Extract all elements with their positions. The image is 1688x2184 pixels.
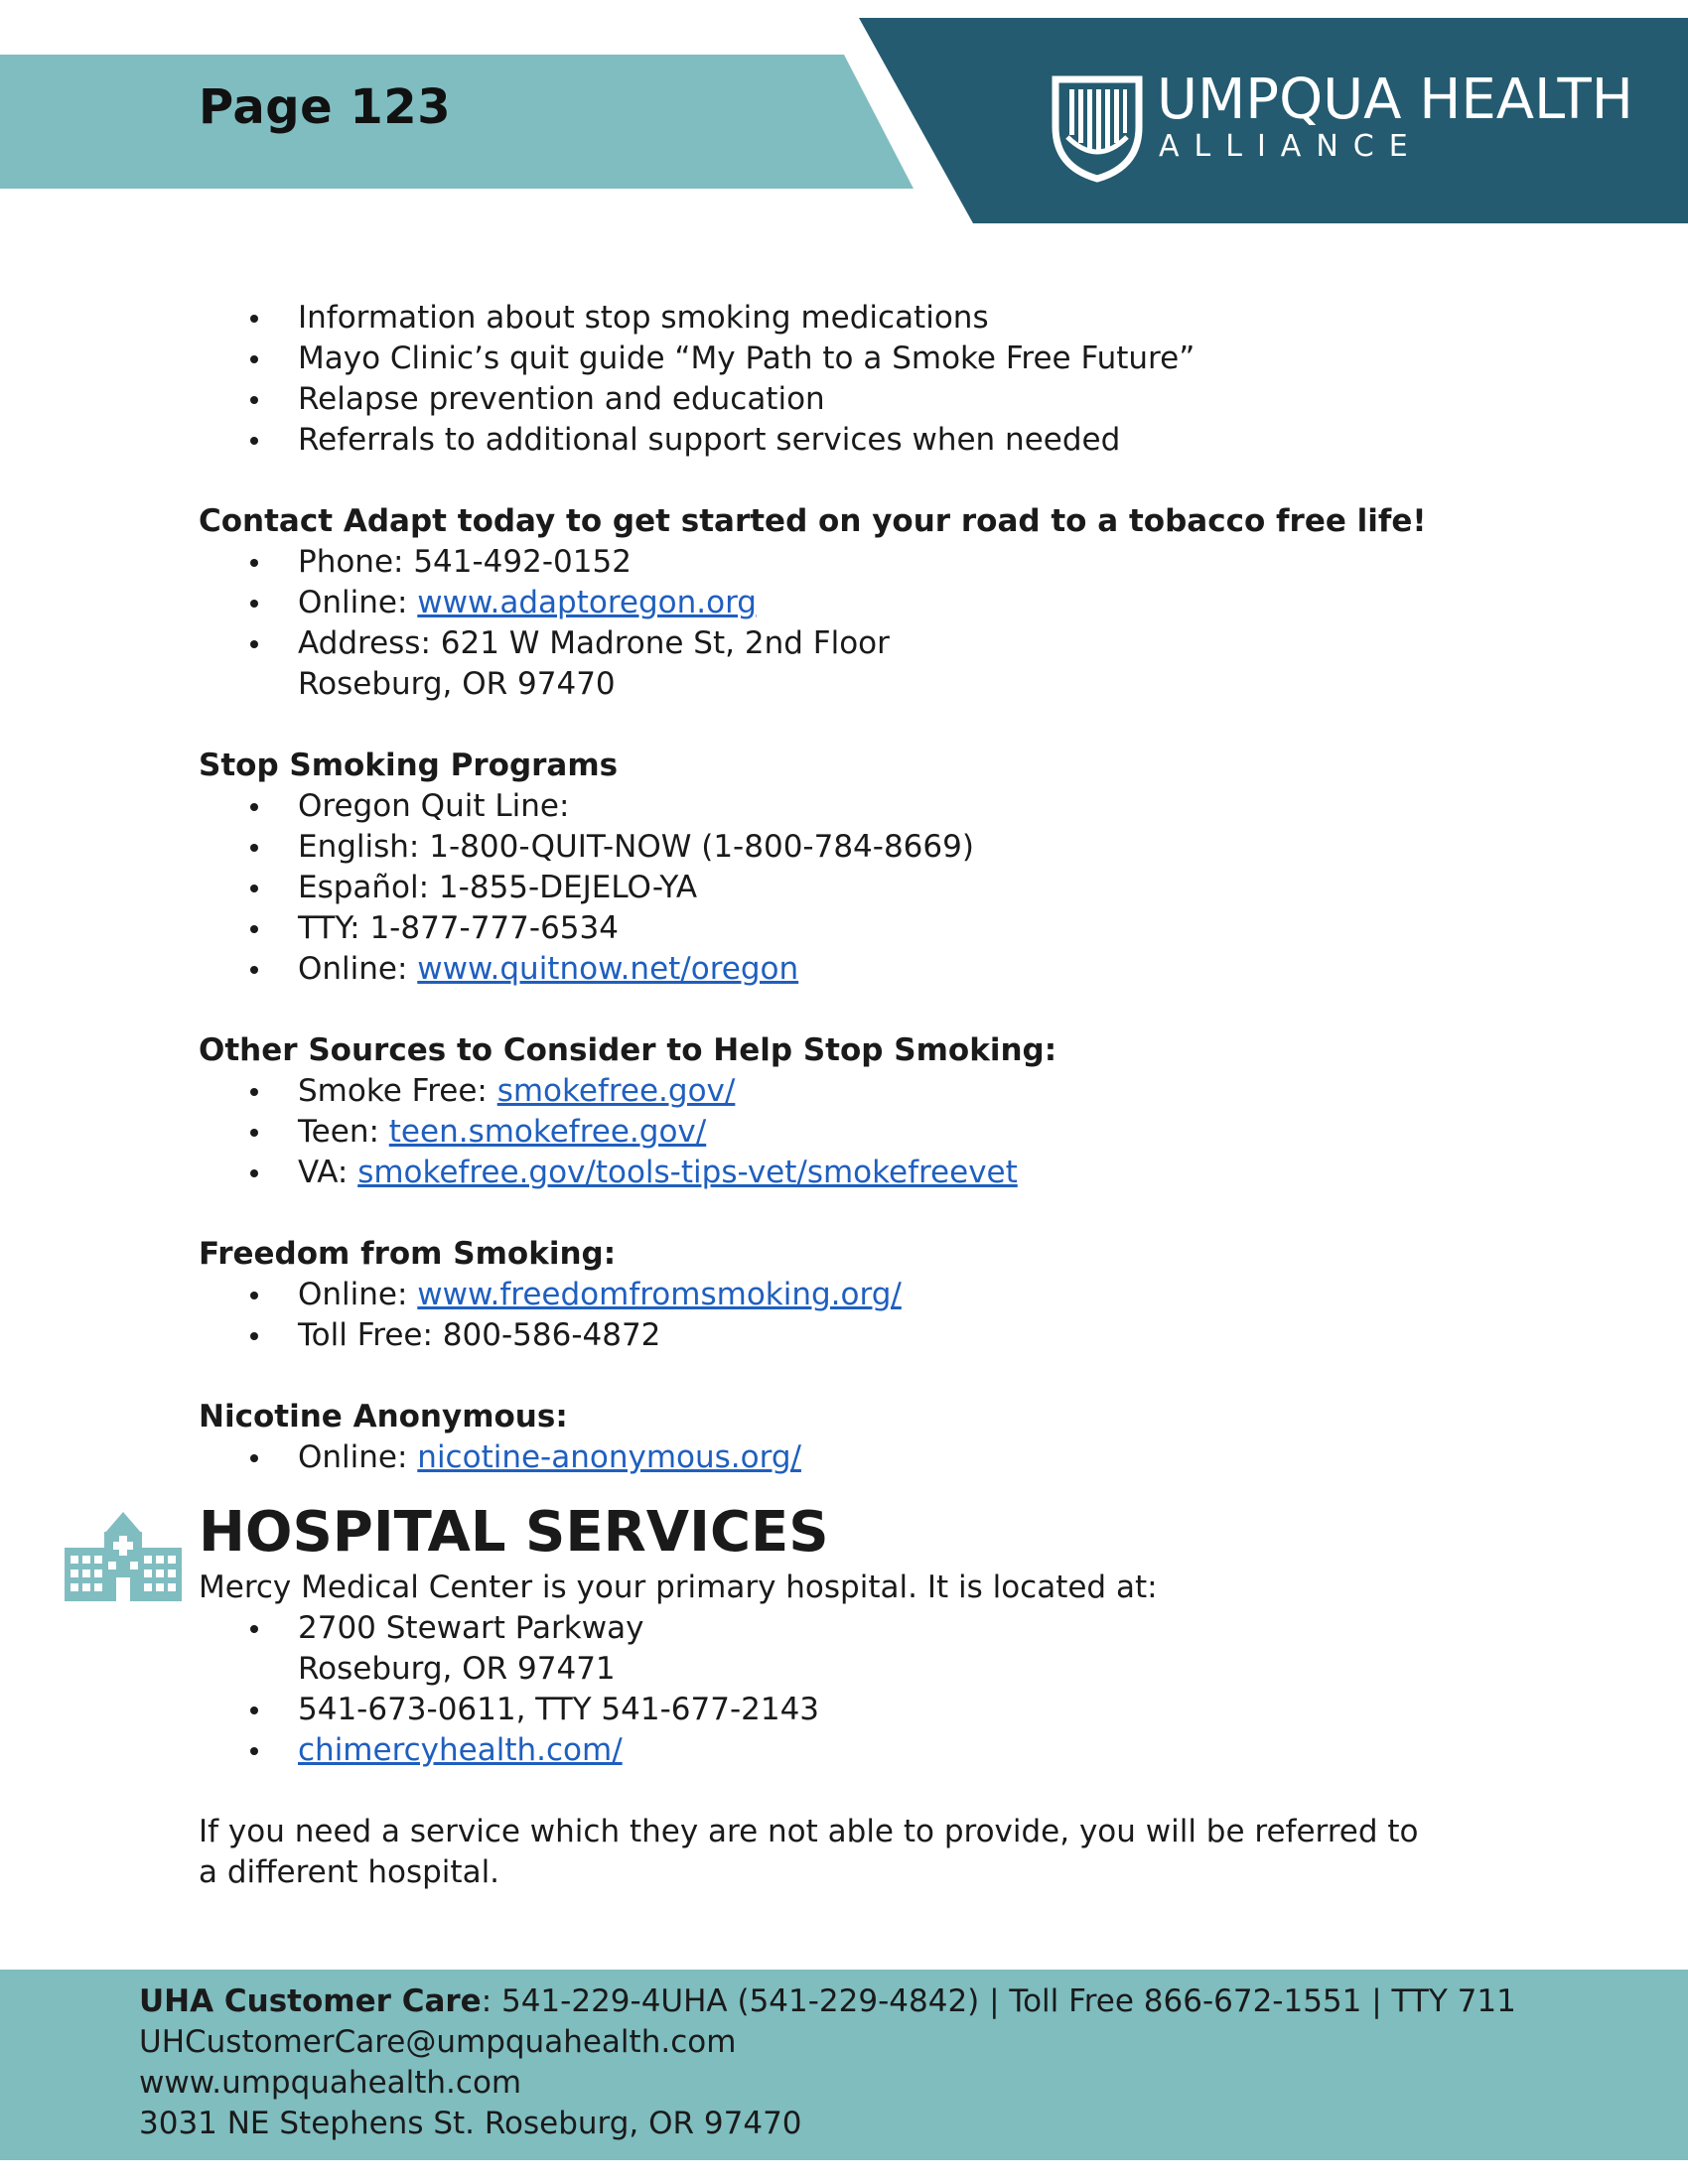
list-item	[199, 1437, 1489, 1478]
list-item: TTY: 1-877-777-6534	[199, 908, 1489, 949]
list-item: Oregon Quit Line:	[199, 786, 1489, 827]
online-label: Online:	[298, 1277, 418, 1312]
online-label: Online:	[298, 951, 418, 987]
va-smokefree-link[interactable]: smokefree.gov/tools-tips-vet/smokefreevet	[357, 1155, 1018, 1190]
hospital-section	[199, 1498, 1489, 1893]
quitnow-link[interactable]: www.quitnow.net/oregon	[417, 951, 799, 987]
other-sources-heading: Other Sources to Consider to Help Stop Smoking:	[199, 1032, 1057, 1068]
smokefree-link[interactable]: smokefree.gov/	[496, 1073, 736, 1109]
contact-address-city: Roseburg, OR 97470	[298, 666, 616, 702]
hospital-referral-line2: a different hospital.	[199, 1854, 500, 1890]
hospital-referral-line1: If you need a service which they are not able to provide, you will be referred to	[199, 1814, 1419, 1849]
logo-subtitle: ALLIANCE	[1159, 129, 1423, 164]
list-item	[199, 1112, 1489, 1153]
footer-care-label: UHA Customer Care	[139, 1983, 482, 2019]
online-label: Online:	[298, 1439, 418, 1475]
hospital-services-title: HOSPITAL SERVICES	[199, 1500, 829, 1565]
list-item	[199, 1071, 1489, 1112]
freedom-link[interactable]: www.freedomfromsmoking.org/	[417, 1277, 902, 1312]
main-content	[199, 298, 1489, 1893]
hospital-intro: Mercy Medical Center is your primary hospital. It is located at:	[199, 1570, 1158, 1605]
contact-list	[199, 542, 1489, 705]
nicotine-anonymous-link[interactable]: nicotine-anonymous.org/	[417, 1439, 801, 1475]
list-item: Referrals to additional support services when needed	[199, 420, 1489, 461]
nicotine-heading: Nicotine Anonymous:	[199, 1399, 568, 1434]
list-item	[199, 1730, 1489, 1771]
header-light-band	[0, 55, 914, 189]
nicotine-list	[199, 1437, 1489, 1478]
footer-email: UHCustomerCare@umpquahealth.com	[139, 2024, 737, 2060]
footer-care-line	[139, 1981, 1516, 2022]
online-label: Online:	[298, 585, 418, 620]
footer-contact	[139, 1981, 1516, 2144]
list-item: Information about stop smoking medications	[199, 298, 1489, 339]
hospital-address: 2700 Stewart Parkway	[199, 1608, 1489, 1649]
hospital-address-city: Roseburg, OR 97471	[298, 1651, 616, 1687]
source-label: Teen:	[298, 1114, 389, 1150]
other-sources-list	[199, 1071, 1489, 1193]
list-item: Relapse prevention and education	[199, 379, 1489, 420]
hospital-icon	[65, 1504, 182, 1603]
contact-address: Address: 621 W Madrone St, 2nd Floor	[199, 623, 1489, 664]
list-item	[199, 949, 1489, 990]
footer	[0, 1970, 1688, 2160]
list-item: Toll Free: 800-586-4872	[199, 1315, 1489, 1356]
stop-smoking-heading: Stop Smoking Programs	[199, 748, 619, 783]
list-item	[199, 1275, 1489, 1315]
adapt-website-link[interactable]: www.adaptoregon.org	[417, 585, 757, 620]
logo-emblem-icon	[1048, 75, 1147, 185]
freedom-heading: Freedom from Smoking:	[199, 1236, 617, 1272]
stop-smoking-list	[199, 786, 1489, 990]
list-item: English: 1-800-QUIT-NOW (1-800-784-8669)	[199, 827, 1489, 868]
intro-list	[199, 298, 1489, 461]
page-number: Page 123	[199, 79, 452, 135]
hospital-phone: 541-673-0611, TTY 541-677-2143	[199, 1690, 1489, 1730]
contact-phone: Phone: 541-492-0152	[199, 542, 1489, 583]
freedom-list	[199, 1275, 1489, 1356]
teen-smokefree-link[interactable]: teen.smokefree.gov/	[388, 1114, 707, 1150]
footer-website: www.umpquahealth.com	[139, 2065, 522, 2101]
list-item: Mayo Clinic’s quit guide “My Path to a Smoke Free Future”	[199, 339, 1489, 379]
footer-address: 3031 NE Stephens St. Roseburg, OR 97470	[139, 2106, 802, 2141]
contact-online	[199, 583, 1489, 623]
contact-heading: Contact Adapt today to get started on your road to a tobacco free life!	[199, 503, 1427, 539]
source-label: VA:	[298, 1155, 358, 1190]
list-item: Español: 1-855-DEJELO-YA	[199, 868, 1489, 908]
logo-title: UMPQUA HEALTH	[1157, 68, 1633, 132]
umpqua-health-logo	[1048, 69, 1643, 179]
footer-care-numbers: : 541-229-4UHA (541-229-4842) | Toll Free 866-672-1551 | TTY 711	[481, 1983, 1516, 2019]
hospital-list	[199, 1608, 1489, 1771]
source-label: Smoke Free:	[298, 1073, 497, 1109]
chimercyhealth-link[interactable]: chimercyhealth.com/	[298, 1732, 623, 1768]
list-item	[199, 1153, 1489, 1193]
